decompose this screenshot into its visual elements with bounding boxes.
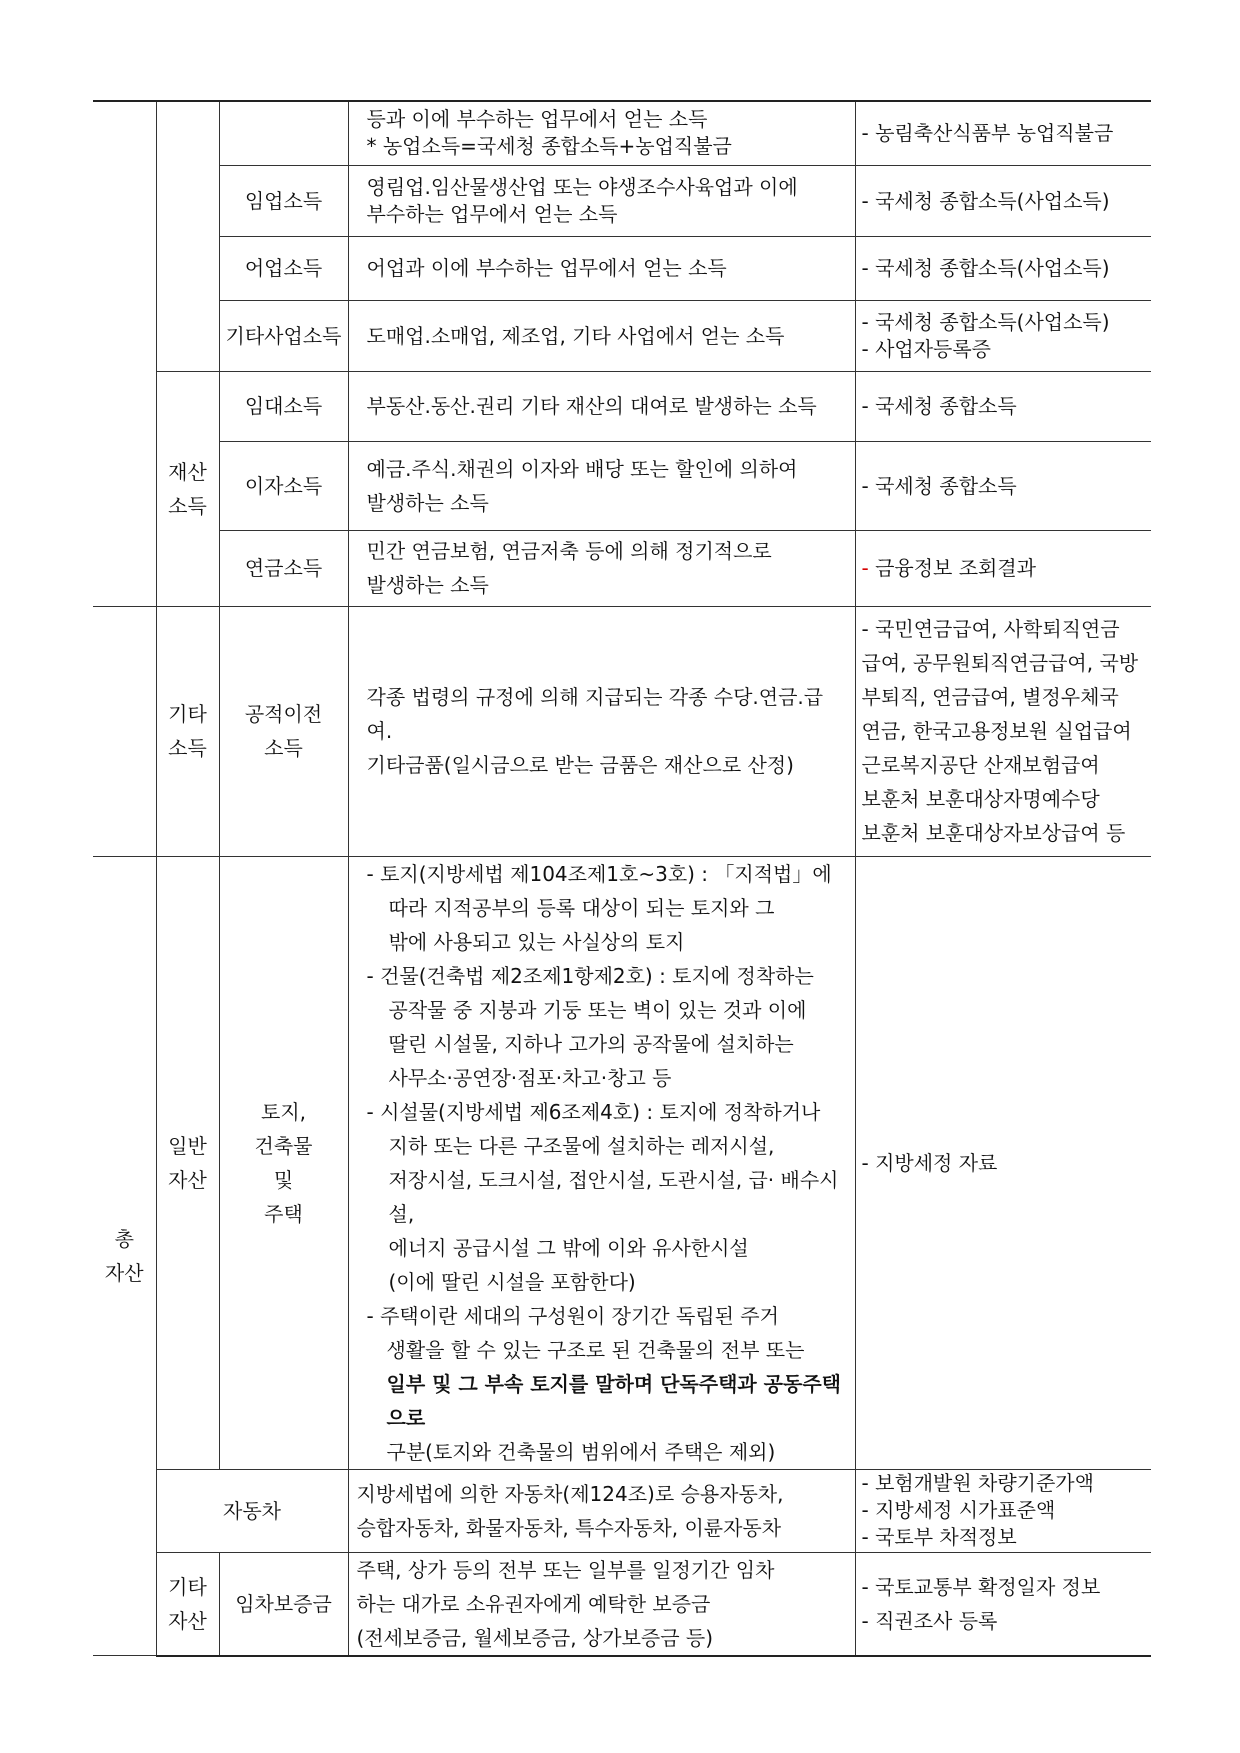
other-income-category-cell [156, 606, 219, 856]
desc-line: 주택, 상가 등의 전부 또는 일부를 일정기간 임차 [356, 1557, 775, 1582]
source-line: - 지방세정 시가표준액 [861, 1498, 1056, 1522]
property-income-category-cell [156, 371, 219, 606]
category-line: 자산 [168, 1167, 207, 1192]
desc-line: - 주택이란 세대의 구성원이 장기간 독립된 주거 [366, 1303, 779, 1328]
desc-line: 발생하는 소득 [366, 573, 489, 597]
row-other-business-income [93, 300, 1151, 371]
source-line: - 사업자등록증 [861, 336, 991, 361]
desc-line: (이에 딸린 시설을 포함한다) [388, 1269, 636, 1294]
source-line: - 국토교통부 확정일자 정보 [861, 1574, 1101, 1599]
rental-source-cell [855, 371, 1151, 441]
desc-line: 지하 또는 다른 구조물에 설치하는 레저시설, [388, 1133, 775, 1158]
income-group-cell [93, 101, 156, 606]
desc-line: * 농업소득=국세청 종합소득+농업직불금 [366, 134, 732, 159]
category-line: 일반 [168, 1133, 207, 1158]
category-line: 재산 [168, 459, 207, 484]
desc-line: 구분(토지와 건축물의 범위에서 주택은 제외) [386, 1439, 776, 1464]
desc-line: - 시설물(지방세법 제6조제4호) : 토지에 정착하거나 [366, 1099, 821, 1124]
desc-line: 예금.주식.채권의 이자와 배당 또는 할인에 의하여 [366, 456, 798, 481]
row-public-transfer-income [93, 606, 1151, 856]
row-rental-income [93, 371, 1151, 441]
category-line: 소득 [168, 736, 207, 760]
general-assets-type-cell [219, 856, 348, 1469]
other-business-type-cell: 기타사업소득 [219, 300, 348, 371]
source-line: 보훈처 보훈대상자보상급여 등 [861, 821, 1126, 845]
public-transfer-source-cell [855, 606, 1151, 856]
pension-type-cell: 연금소득 [219, 530, 348, 606]
source-line: 근로복지공단 산재보험급여 [861, 753, 1100, 777]
desc-line: 밖에 사용되고 있는 사실상의 토지 [388, 929, 685, 954]
source-line: - 국민연금급여, 사학퇴직연금 [861, 617, 1120, 641]
desc-line: 사무소·공연장·점포·차고·창고 등 [388, 1065, 672, 1090]
row-general-assets [93, 856, 1151, 1469]
car-desc-cell [348, 1469, 855, 1552]
source-line: - 직권조사 등록 [861, 1608, 998, 1633]
car-type-cell: 자동차 [156, 1469, 348, 1552]
car-source-cell [855, 1469, 1151, 1552]
category-line: 기타 [168, 702, 207, 726]
desc-line: 도매업.소매업, 제조업, 기타 사업에서 얻는 소득 [366, 323, 785, 348]
source-line: - 보험개발원 차량기준가액 [861, 1471, 1094, 1495]
source-line: - 국토부 차적정보 [861, 1525, 1017, 1549]
income-group-cell-lower [93, 606, 156, 856]
desc-line: 딸린 시설물, 지하나 고가의 공작물에 설치하는 [388, 1031, 794, 1056]
source-line: 보훈처 보훈대상자명예수당 [861, 787, 1100, 811]
source-line: - 국세청 종합소득 [861, 473, 1017, 498]
source-line: - 국세청 종합소득(사업소득) [861, 188, 1110, 213]
farm-source-cell [855, 101, 1151, 165]
desc-line: 에너지 공급시설 그 밖에 이와 유사한시설 [388, 1235, 749, 1260]
farm-desc-cell [348, 101, 855, 165]
type-line: 건축물 [254, 1133, 313, 1158]
category-line: 총 [114, 1226, 134, 1251]
public-transfer-type-cell [219, 606, 348, 856]
source-dash: - [861, 556, 869, 580]
public-transfer-desc-cell [348, 606, 855, 856]
pension-desc-cell [348, 530, 855, 606]
row-lease-deposit [93, 1552, 1151, 1656]
income-asset-table [93, 100, 1151, 1657]
type-line: 및 [273, 1167, 294, 1192]
row-fishery-income [93, 236, 1151, 300]
other-business-source-cell [855, 300, 1151, 371]
desc-line: 기타금품(일시금으로 받는 금품은 재산으로 산정) [366, 753, 794, 777]
interest-type-cell: 이자소득 [219, 441, 348, 530]
interest-desc-cell [348, 441, 855, 530]
type-line: 주택 [264, 1201, 303, 1226]
deposit-type-cell: 임차보증금 [219, 1552, 348, 1656]
type-line: 공적이전 [244, 702, 323, 726]
desc-line: 어업과 이에 부수하는 업무에서 얻는 소득 [366, 256, 727, 280]
row-pension-income [93, 530, 1151, 606]
deposit-desc-cell [348, 1552, 855, 1656]
general-assets-category-cell [156, 856, 219, 1469]
desc-line: - 토지(지방세법 제104조제1호~3호) : 「지적법」에 [366, 861, 832, 886]
desc-line: 승합자동차, 화물자동차, 특수자동차, 이륜자동차 [356, 1515, 782, 1540]
source-line: - 국세청 종합소득 [861, 394, 1017, 418]
desc-line: 저장시설, 도크시설, 접안시설, 도관시설, 급· 배수시설, [388, 1167, 839, 1226]
fishery-type-cell: 어업소득 [219, 236, 348, 300]
row-interest-income [93, 441, 1151, 530]
desc-line: 따라 지적공부의 등록 대상이 되는 토지와 그 [388, 895, 775, 920]
desc-line: - 건물(건축법 제2조제1항제2호) : 토지에 정착하는 [366, 963, 814, 988]
desc-line: 생활을 할 수 있는 구조로 된 건축물의 전부 또는 [386, 1337, 805, 1362]
source-line: 금융정보 조회결과 [868, 556, 1036, 580]
forestry-source-cell [855, 165, 1151, 236]
type-line: 소득 [264, 736, 303, 760]
forestry-desc-cell [348, 165, 855, 236]
fishery-desc-cell [348, 236, 855, 300]
desc-line: 영림업.임산물생산업 또는 야생조수사육업과 이에 [366, 174, 798, 199]
type-line: 토지, [261, 1099, 306, 1124]
forestry-type-cell: 임업소득 [219, 165, 348, 236]
desc-line: 발생하는 소득 [366, 490, 489, 515]
category-line: 자산 [104, 1260, 144, 1285]
interest-source-cell [855, 441, 1151, 530]
source-line: - 국세청 종합소득(사업소득) [861, 309, 1110, 334]
row-car [93, 1469, 1151, 1552]
desc-line: 각종 법령의 규정에 의해 지급되는 각종 수당.연금.급여. [366, 685, 824, 743]
desc-line: 지방세법에 의한 자동차(제124조)로 승용자동차, [356, 1481, 784, 1506]
desc-line-bold: 일부 및 그 부속 토지를 말하며 단독주택과 공동주택으로 [386, 1371, 841, 1430]
desc-line: (전세보증금, 월세보증금, 상가보증금 등) [356, 1625, 714, 1650]
farm-type-cell [219, 101, 348, 165]
desc-line: 부수하는 업무에서 얻는 소득 [366, 201, 618, 226]
total-assets-category-cell [93, 856, 156, 1656]
deposit-source-cell [855, 1552, 1151, 1656]
source-line: - 농림축산식품부 농업직불금 [861, 121, 1114, 146]
source-line: - 국세청 종합소득(사업소득) [861, 256, 1110, 280]
rental-type-cell: 임대소득 [219, 371, 348, 441]
category-line: 기타 [168, 1574, 207, 1599]
business-income-cell [156, 101, 219, 371]
desc-line: 공작물 중 지붕과 기둥 또는 벽이 있는 것과 이에 [388, 997, 807, 1022]
desc-line: 민간 연금보험, 연금저축 등에 의해 정기적으로 [366, 539, 772, 563]
source-line: 연금, 한국고용정보원 실업급여 [861, 719, 1132, 743]
source-line: 급여, 공무원퇴직연금급여, 국방 [861, 651, 1139, 675]
source-line: 부퇴직, 연금급여, 별정우체국 [861, 685, 1119, 709]
desc-line: 부동산.동산.권리 기타 재산의 대여로 발생하는 소득 [366, 394, 817, 418]
row-farm-income [93, 101, 1151, 165]
category-line: 자산 [168, 1608, 207, 1633]
general-assets-source-cell [855, 856, 1151, 1469]
source-line: - 지방세정 자료 [861, 1150, 998, 1175]
general-assets-desc-cell [348, 856, 855, 1469]
row-forestry-income [93, 165, 1151, 236]
rental-desc-cell [348, 371, 855, 441]
desc-line: 하는 대가로 소유권자에게 예탁한 보증금 [356, 1591, 711, 1616]
fishery-source-cell [855, 236, 1151, 300]
pension-source-cell [855, 530, 1151, 606]
desc-line: 등과 이에 부수하는 업무에서 얻는 소득 [366, 107, 708, 132]
other-business-desc-cell [348, 300, 855, 371]
category-line: 소득 [168, 493, 207, 518]
other-assets-category-cell [156, 1552, 219, 1656]
